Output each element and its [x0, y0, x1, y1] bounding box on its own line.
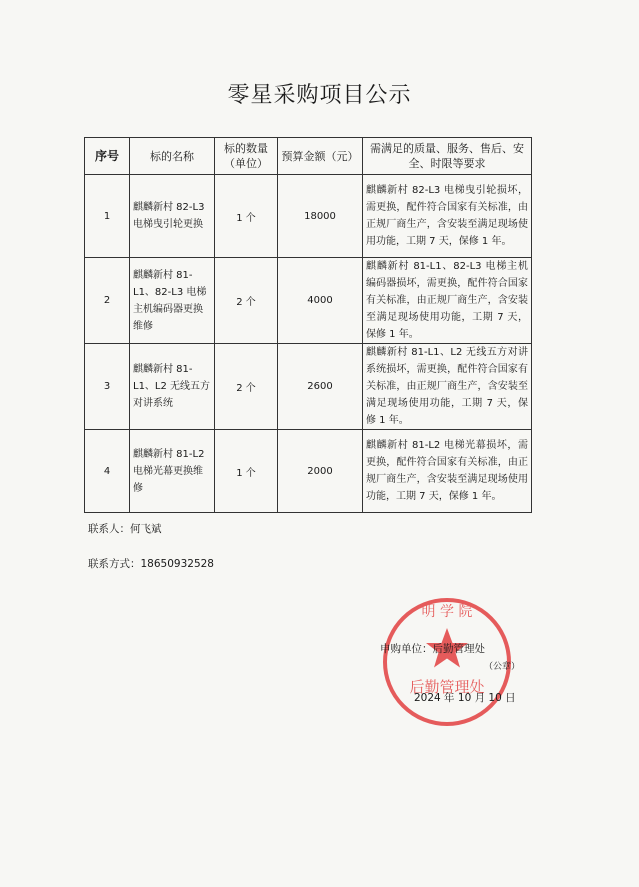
- cell-seq: 3: [85, 344, 130, 430]
- cell-amount: 2000: [278, 430, 363, 513]
- cell-qty: 1 个: [215, 430, 278, 513]
- document-date: 2024 年 10 月 10 日: [414, 692, 516, 704]
- table-row: [85, 258, 532, 344]
- cell-amount: 4000: [278, 258, 363, 344]
- cell-seq: 1: [85, 175, 130, 258]
- seal-note: （公章）: [484, 662, 521, 672]
- cell-seq: 2: [85, 258, 130, 344]
- cell-qty: 2 个: [215, 258, 278, 344]
- header-amount: 预算金额（元）: [278, 138, 363, 175]
- cell-name: 麒麟新村 81-L2 电梯光幕更换维修: [130, 430, 215, 513]
- table-row: [85, 175, 532, 258]
- purchasing-unit: 申购单位：后勤管理处: [380, 643, 485, 655]
- header-qty: 标的数量（单位）: [215, 138, 278, 175]
- cell-name: 麒麟新村 82-L3 电梯曳引轮更换: [130, 175, 215, 258]
- table-row: [85, 430, 532, 513]
- cell-requirements: 麒麟新村 81-L1、L2 无线五方对讲系统损坏，需更换，配件符合国家有关标准，由正规厂商生产，含安装至满足现场使用功能，工期 7 天，保修 1 年。: [363, 344, 532, 430]
- cell-name: 麒麟新村 81-L1、L2 无线五方对讲系统: [130, 344, 215, 430]
- cell-name: 麒麟新村 81-L1、82-L3 电梯主机编码器更换维修: [130, 258, 215, 344]
- seal-arc-text: 明 学 院: [421, 604, 473, 620]
- cell-requirements: 麒麟新村 81-L2 电梯光幕损坏，需更换，配件符合国家有关标准，由正规厂商生产，含安装至满足现场使用功能，工期 7 天，保修 1 年。: [363, 430, 532, 513]
- procurement-table: [84, 137, 532, 513]
- cell-qty: 1 个: [215, 175, 278, 258]
- header-seq: 序号: [85, 138, 130, 175]
- contact-method: 联系方式：18650932528: [88, 558, 214, 570]
- cell-requirements: 麒麟新村 82-L3 电梯曳引轮损坏，需更换，配件符合国家有关标准，由正规厂商生产，含安装至满足现场使用功能，工期 7 天，保修 1 年。: [363, 175, 532, 258]
- header-name: 标的名称: [130, 138, 215, 175]
- cell-requirements: 麒麟新村 81-L1、82-L3 电梯主机编码器损坏，需更换，配件符合国家有关标准，由正规厂商生产，含安装至满足现场使用功能，工期 7 天，保修 1 年。: [363, 258, 532, 344]
- cell-qty: 2 个: [215, 344, 278, 430]
- page-title: 零星采购项目公示: [227, 83, 412, 108]
- cell-amount: 18000: [278, 175, 363, 258]
- table-row: [85, 344, 532, 430]
- header-requirements: 需满足的质量、服务、售后、安全、时限等要求: [363, 138, 532, 175]
- table-header-row: [85, 138, 532, 175]
- contact-person: 联系人：何飞斌: [88, 523, 162, 535]
- cell-amount: 2600: [278, 344, 363, 430]
- seal-center-text: 后勤管理处: [409, 678, 485, 696]
- cell-seq: 4: [85, 430, 130, 513]
